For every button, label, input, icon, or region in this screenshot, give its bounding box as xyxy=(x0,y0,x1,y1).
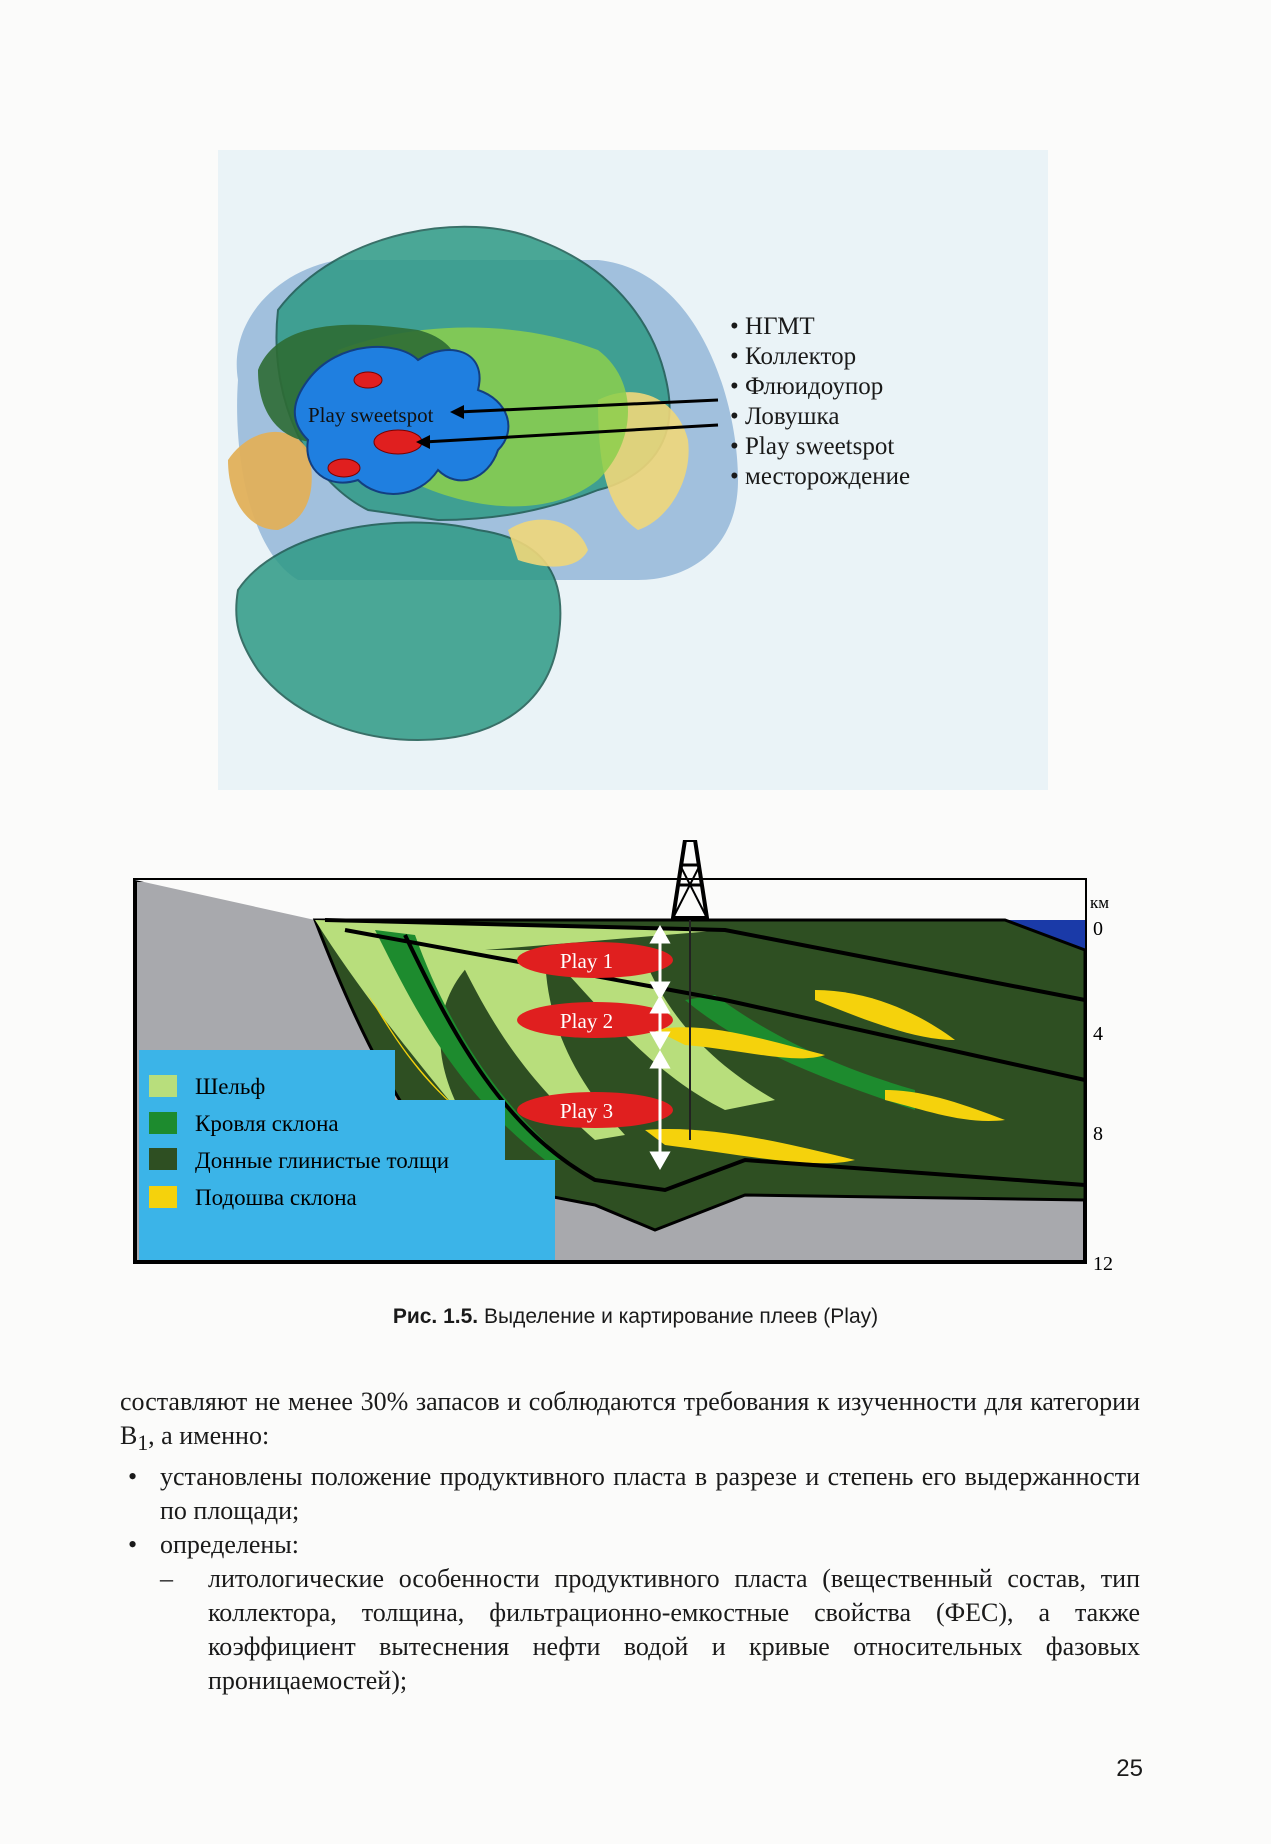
play-3-label: Play 3 xyxy=(560,1099,614,1123)
legend-label-slope-roof: Кровля склона xyxy=(195,1111,339,1136)
legend-item: • Флюидоупор xyxy=(730,373,884,400)
play-map xyxy=(218,150,1048,790)
depth-tick-0: 0 xyxy=(1093,918,1103,940)
legend-item: • Play sweetspot xyxy=(730,433,895,460)
map-figure xyxy=(218,150,1048,790)
legend-swatch-slope-toe xyxy=(149,1186,177,1208)
legend-swatch-slope-roof xyxy=(149,1112,177,1134)
legend-label-shelf: Шельф xyxy=(195,1074,266,1099)
legend-swatch-basin xyxy=(149,1148,177,1170)
legend-item: • Ловушка xyxy=(730,403,840,430)
dash-item: – литологические особенности продуктивного пласта (вещественный состав, тип коллектора, толщина, фильтрационно-емкостные свойства (ФЕС), а также коэффициент вытеснения нефти водой и кривые относительных фазовых проницаемостей); xyxy=(160,1564,1140,1696)
depth-tick-4: 4 xyxy=(1093,1023,1103,1045)
depth-tick-12: 12 xyxy=(1093,1253,1113,1275)
bullet-icon: • xyxy=(730,463,739,490)
bullet-item: • определены: xyxy=(120,1528,1140,1562)
legend-item: • Коллектор xyxy=(730,343,857,370)
play-2-label: Play 2 xyxy=(560,1009,614,1033)
caption-label: Рис. 1.5. xyxy=(392,1305,479,1328)
bullet-icon: • xyxy=(128,1530,138,1560)
body-text xyxy=(120,1385,1140,1698)
legend-swatch-shelf xyxy=(149,1075,177,1097)
play-1-label: Play 1 xyxy=(560,949,614,973)
legend-label-basin: Донные глинистые толщи xyxy=(195,1148,449,1173)
cross-section xyxy=(125,840,1145,1280)
bullet-icon: • xyxy=(730,343,739,370)
map-legend xyxy=(730,312,910,492)
figure-caption xyxy=(0,1305,1271,1329)
dash-icon: – xyxy=(160,1564,173,1594)
depth-tick-8: 8 xyxy=(1093,1123,1103,1145)
legend-item: • НГМТ xyxy=(730,313,815,340)
bullet-item: • установлены положение продуктивного пласта в разрезе и степень его выдержанности по площади; xyxy=(128,1462,1140,1526)
depth-unit: км xyxy=(1090,893,1110,912)
bullet-icon: • xyxy=(730,403,739,430)
legend-label-slope-toe: Подошва склона xyxy=(195,1185,357,1210)
field-2 xyxy=(374,430,422,454)
bullet-icon: • xyxy=(128,1462,138,1492)
bullet-icon: • xyxy=(730,433,739,460)
bullet-icon: • xyxy=(730,373,739,400)
paragraph: составляют не менее 30% запасов и соблюдаются требования к изученности для категории $B_1$, а именно: xyxy=(120,1387,1140,1456)
field-1 xyxy=(354,372,382,388)
legend-item: • месторождение xyxy=(730,463,911,490)
cross-section-figure xyxy=(125,840,1145,1280)
bullet-icon: • xyxy=(730,313,739,340)
field-3 xyxy=(328,459,360,477)
page-number: 25 xyxy=(1116,1755,1143,1782)
map-label-sweetspot: Play sweetspot xyxy=(308,403,434,427)
caption-text: Выделение и картирование плеев (Play) xyxy=(483,1305,879,1328)
